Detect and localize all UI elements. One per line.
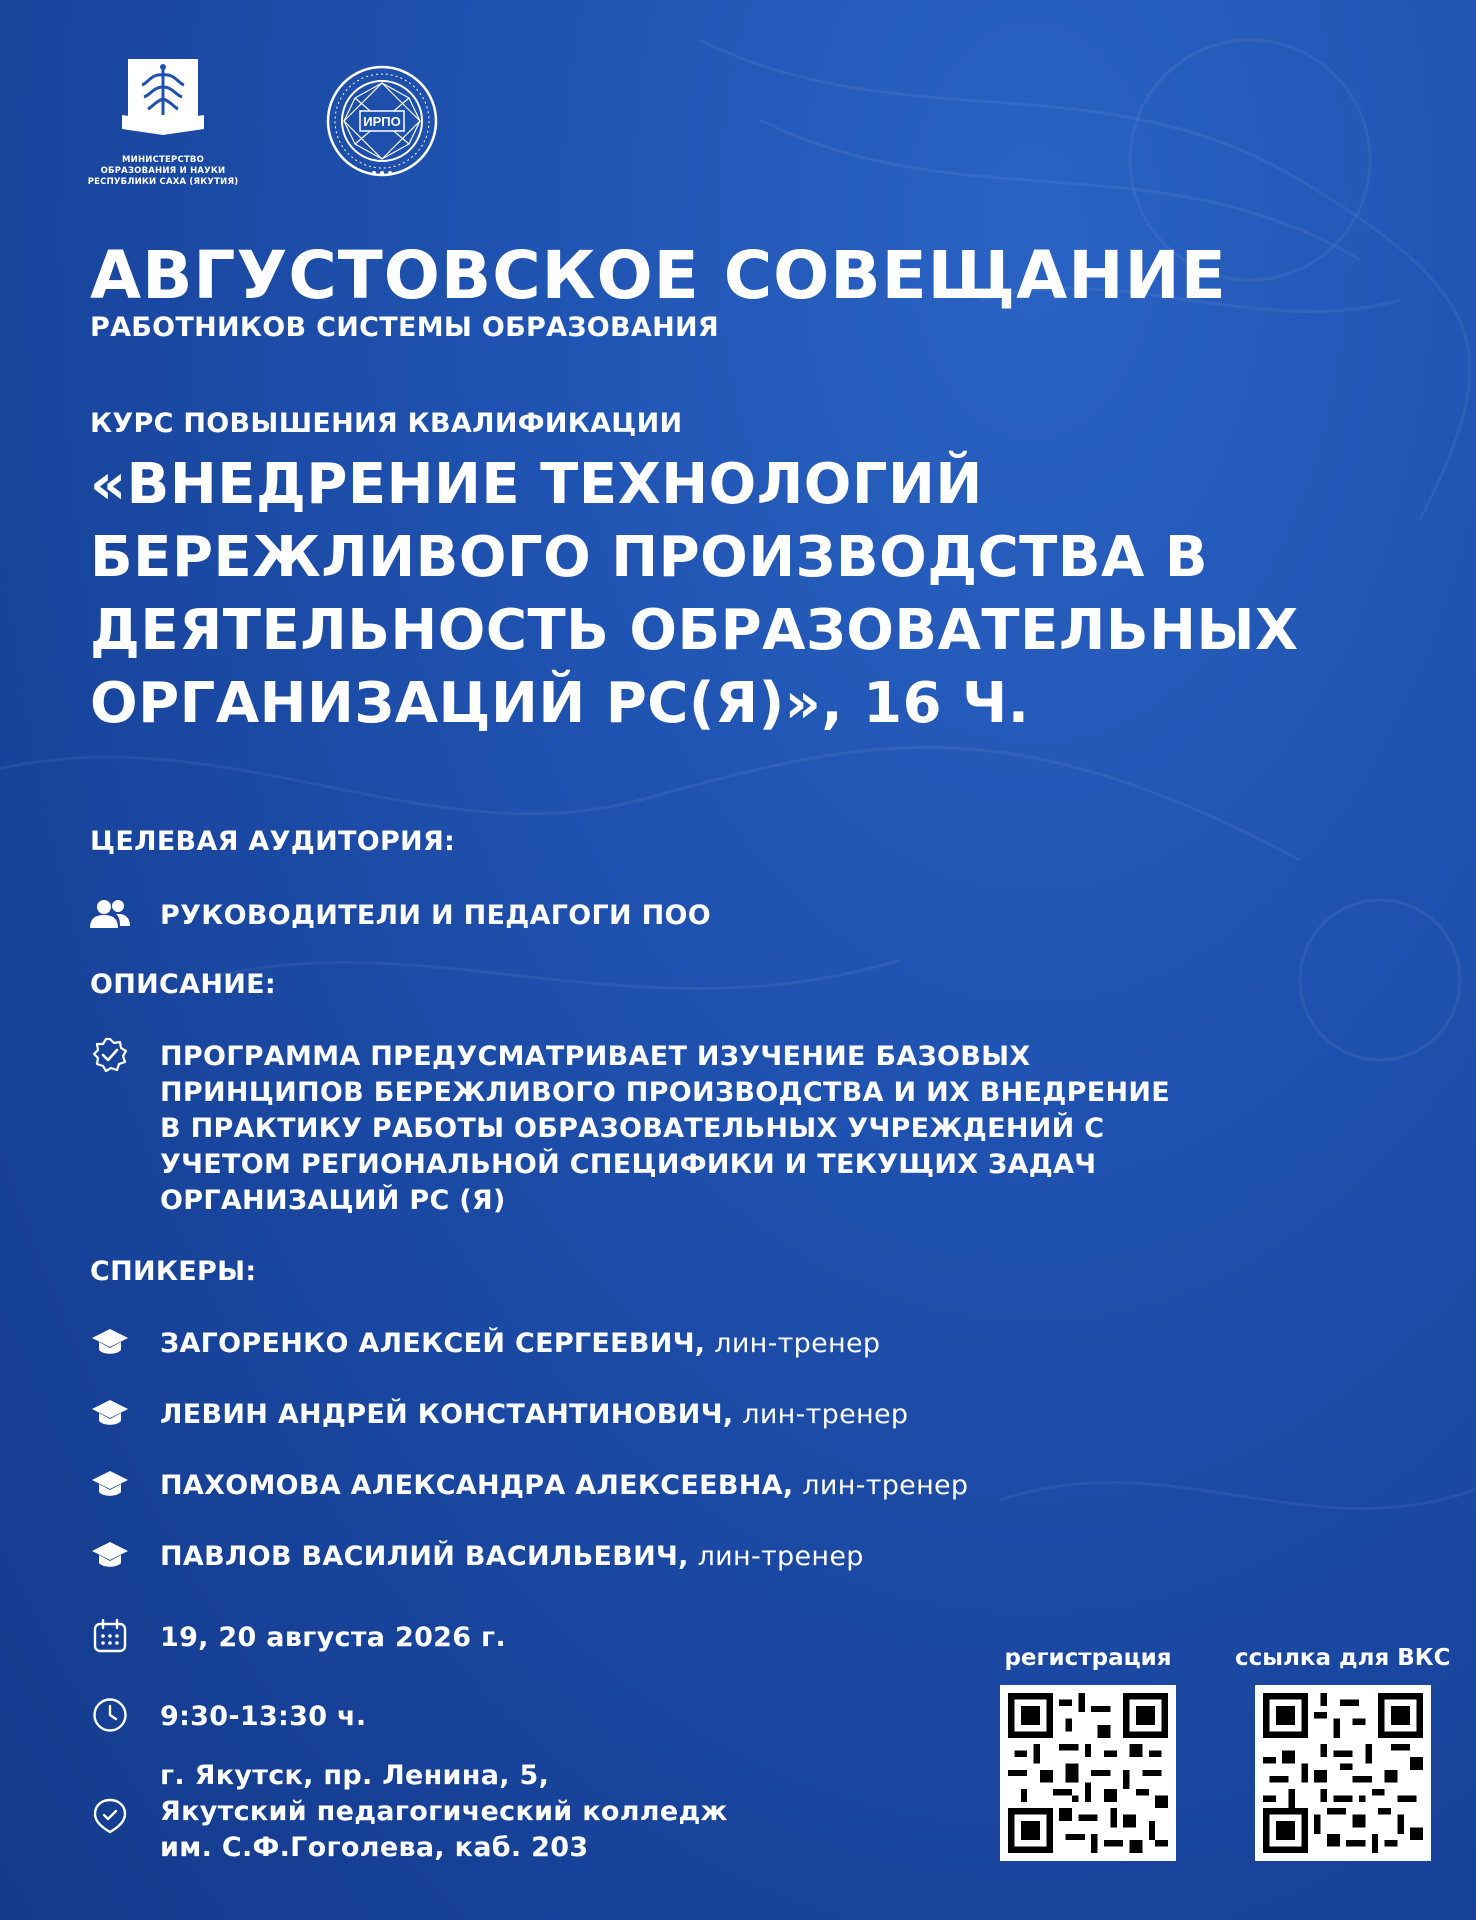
speaker-name: ЗАГОРЕНКО АЛЕКСЕЙ СЕРГЕЕВИЧ, [160,1328,706,1359]
speakers-label: СПИКЕРЫ: [90,1256,257,1287]
audience-label: ЦЕЛЕВАЯ АУДИТОРИЯ: [90,826,456,857]
audience-value: РУКОВОДИТЕЛИ И ПЕДАГОГИ ПОО [160,900,712,931]
location-check-icon [90,1796,130,1836]
description-label: ОПИСАНИЕ: [90,969,276,1000]
registration-qr-block [1000,1645,1176,1861]
address-row [90,1758,728,1863]
vks-qr-code[interactable] [1255,1685,1431,1861]
qr-code-icon [1008,1693,1168,1853]
calendar-icon [90,1616,130,1656]
speaker-name: ПАХОМОВА АЛЕКСАНДРА АЛЕКСЕЕВНА, [160,1470,794,1501]
speaker-item [90,1326,881,1362]
speaker-item [90,1539,864,1575]
graduation-cap-icon [90,1322,130,1362]
svg-text:ИРПО: ИРПО [363,114,401,129]
users-icon [90,894,130,934]
audience-row [90,898,712,934]
time-row [90,1699,367,1735]
graduation-cap-icon [90,1535,130,1575]
verified-badge-icon [90,1035,130,1075]
ministry-caption: МИНИСТЕРСТВО ОБРАЗОВАНИЯ И НАУКИ РЕСПУБЛИКИ САХА (ЯКУТИЯ) [87,155,239,187]
graduation-cap-icon [90,1464,130,1504]
speaker-role: лин-тренер [705,1328,881,1359]
course-title: «ВНЕДРЕНИЕ ТЕХНОЛОГИЙ БЕРЕЖЛИВОГО ПРОИЗВОДСТВА В ДЕЯТЕЛЬНОСТЬ ОБРАЗОВАТЕЛЬНЫХ ОРГАНИЗАЦИЙ РС(Я)», 16 Ч. [90,452,1299,736]
description-text: ПРОГРАММА ПРЕДУСМАТРИВАЕТ ИЗУЧЕНИЕ БАЗОВЫХ ПРИНЦИПОВ БЕРЕЖЛИВОГО ПРОИЗВОДСТВА И ИХ ВНЕДРЕНИЕ В ПРАКТИКУ РАБОТЫ ОБРАЗОВАТЕЛЬНЫХ УЧРЕЖДЕНИЙ С УЧЕТОМ РЕГИОНАЛЬНОЙ СПЕЦИФИКИ И ТЕКУЩИХ ЗАДАЧ ОРГАНИЗАЦИЙ РС (Я) [160,1041,1171,1216]
institute-logo [324,63,440,183]
description-row [90,1039,1171,1216]
speaker-role: лин-тренер [793,1470,969,1501]
speaker-role: лин-тренер [688,1541,864,1572]
clock-icon [90,1695,130,1735]
event-title: АВГУСТОВСКОЕ СОВЕЩАНИЕ [90,237,1227,314]
vks-qr-block [1235,1645,1450,1861]
event-time: 9:30-13:30 ч. [160,1701,367,1732]
date-row [90,1620,506,1656]
course-kicker: КУРС ПОВЫШЕНИЯ КВАЛИФИКАЦИИ [90,408,683,439]
speaker-name: ЛЕВИН АНДРЕЙ КОНСТАНТИНОВИЧ, [160,1399,734,1430]
event-subtitle: РАБОТНИКОВ СИСТЕМЫ ОБРАЗОВАНИЯ [90,312,719,343]
speaker-role: лин-тренер [733,1399,909,1430]
qr-code-icon [1263,1693,1423,1853]
event-address: г. Якутск, пр. Ленина, 5, Якутский педагогический колледж им. С.Ф.Гоголева, каб. 203 [160,1760,728,1863]
event-date: 19, 20 августа 2026 г. [160,1622,506,1653]
vks-qr-label: ссылка для ВКС [1235,1645,1451,1671]
institute-seal-icon [324,63,440,179]
ministry-logo [88,55,238,188]
registration-qr-label: регистрация [1004,1645,1172,1671]
speaker-item [90,1397,909,1433]
speaker-name: ПАВЛОВ ВАСИЛИЙ ВАСИЛЬЕВИЧ, [160,1541,689,1572]
ministry-book-emblem-icon [122,55,204,147]
speaker-item [90,1468,969,1504]
header-logos [88,55,440,188]
graduation-cap-icon [90,1393,130,1433]
registration-qr-code[interactable] [1000,1685,1176,1861]
